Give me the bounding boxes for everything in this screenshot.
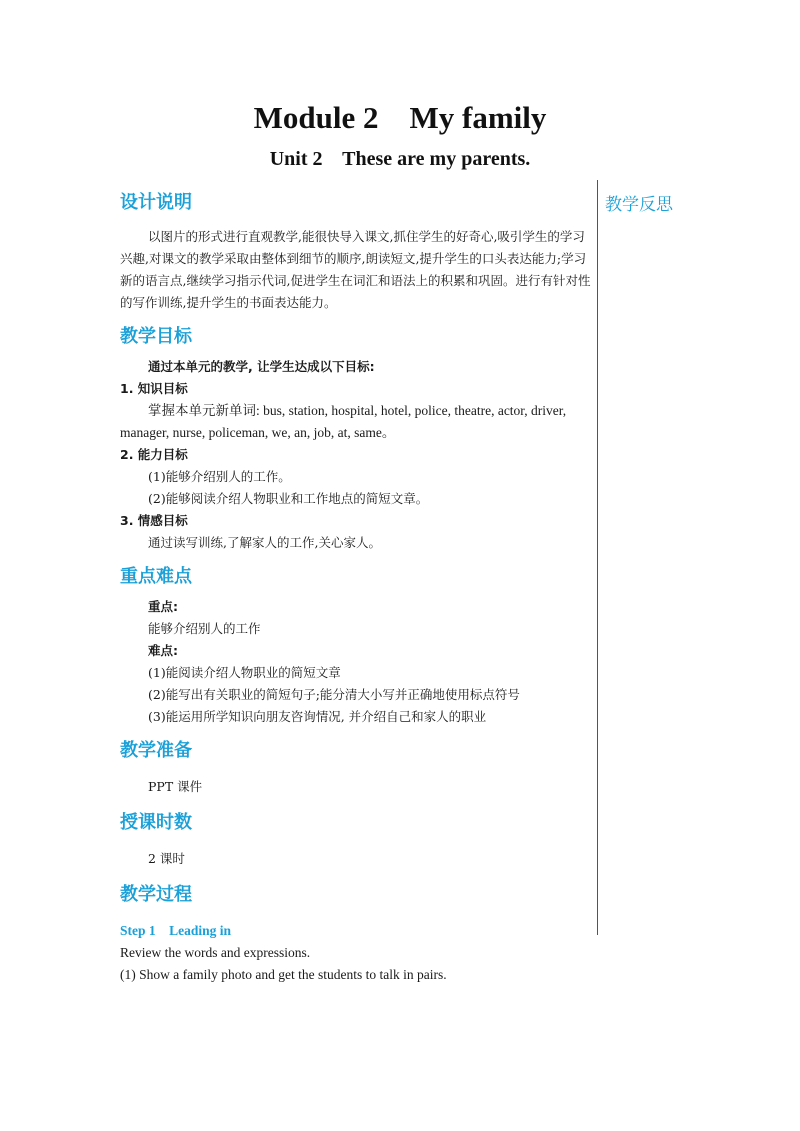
focus-text: 能够介绍别人的工作 xyxy=(148,621,261,636)
column-divider xyxy=(597,180,598,935)
ability-item: (1)能够介绍别人的工作。 xyxy=(148,469,291,484)
ability-item: (2)能够阅读介绍人物职业和工作地点的简短文章。 xyxy=(148,491,429,506)
preparation-section-title: 教学准备 xyxy=(120,740,192,761)
emotion-title: 3. 情感目标 xyxy=(120,513,188,528)
process-line: Review the words and expressions. xyxy=(120,945,311,960)
difficulty-item: (2)能写出有关职业的简短句子;能分清大小写并正确地使用标点符号 xyxy=(148,687,520,702)
unit-title: Unit 2 These are my parents. xyxy=(269,148,531,170)
difficulty-item: (1)能阅读介绍人物职业的简短文章 xyxy=(148,665,341,680)
emotion-text: 通过读写训练,了解家人的工作,关心家人。 xyxy=(148,535,381,550)
hours-section-title: 授课时数 xyxy=(120,812,192,833)
main-content xyxy=(120,188,592,986)
process-section-title: 教学过程 xyxy=(120,884,192,905)
focus-label: 重点: xyxy=(148,599,178,614)
knowledge-text xyxy=(120,400,592,444)
design-paragraph: 以图片的形式进行直观教学,能很快导入课文,抓住学生的好奇心,吸引学生的学习兴趣,对课文的教学采取由整体到细节的顺序,朗读短文,提升学生的口头表达能力;学习新的语言点,继续学习指示代词,促进学生在词汇和语法上的积累和巩固。进行有针对性的写作训练,提升学生的书面表达能力。 xyxy=(120,229,591,310)
process-line: (1) Show a family photo and get the students to talk in pairs. xyxy=(120,967,447,982)
preparation-text: PPT 课件 xyxy=(148,779,203,794)
module-title: Module 2 My family xyxy=(253,100,547,135)
objectives-section-title: 教学目标 xyxy=(120,326,192,347)
key-points-section-title: 重点难点 xyxy=(120,566,192,587)
knowledge-title: 1. 知识目标 xyxy=(120,381,188,396)
ability-title: 2. 能力目标 xyxy=(120,447,188,462)
hours-text: 2 课时 xyxy=(148,851,185,866)
design-section-title: 设计说明 xyxy=(120,192,192,213)
step1-title: Step 1 Leading in xyxy=(120,923,232,938)
knowledge-words: 掌握本单元新单词: bus, station, hospital, hotel, police, theatre, actor, driver, manager, nurse, policeman, we, an, job, at, same。 xyxy=(120,403,567,440)
objectives-intro: 通过本单元的教学, 让学生达成以下目标: xyxy=(148,359,375,374)
reflection-title: 教学反思 xyxy=(605,195,673,215)
difficulty-label: 难点: xyxy=(148,643,178,658)
difficulty-item: (3)能运用所学知识向朋友咨询情况, 并介绍自己和家人的职业 xyxy=(148,709,487,724)
